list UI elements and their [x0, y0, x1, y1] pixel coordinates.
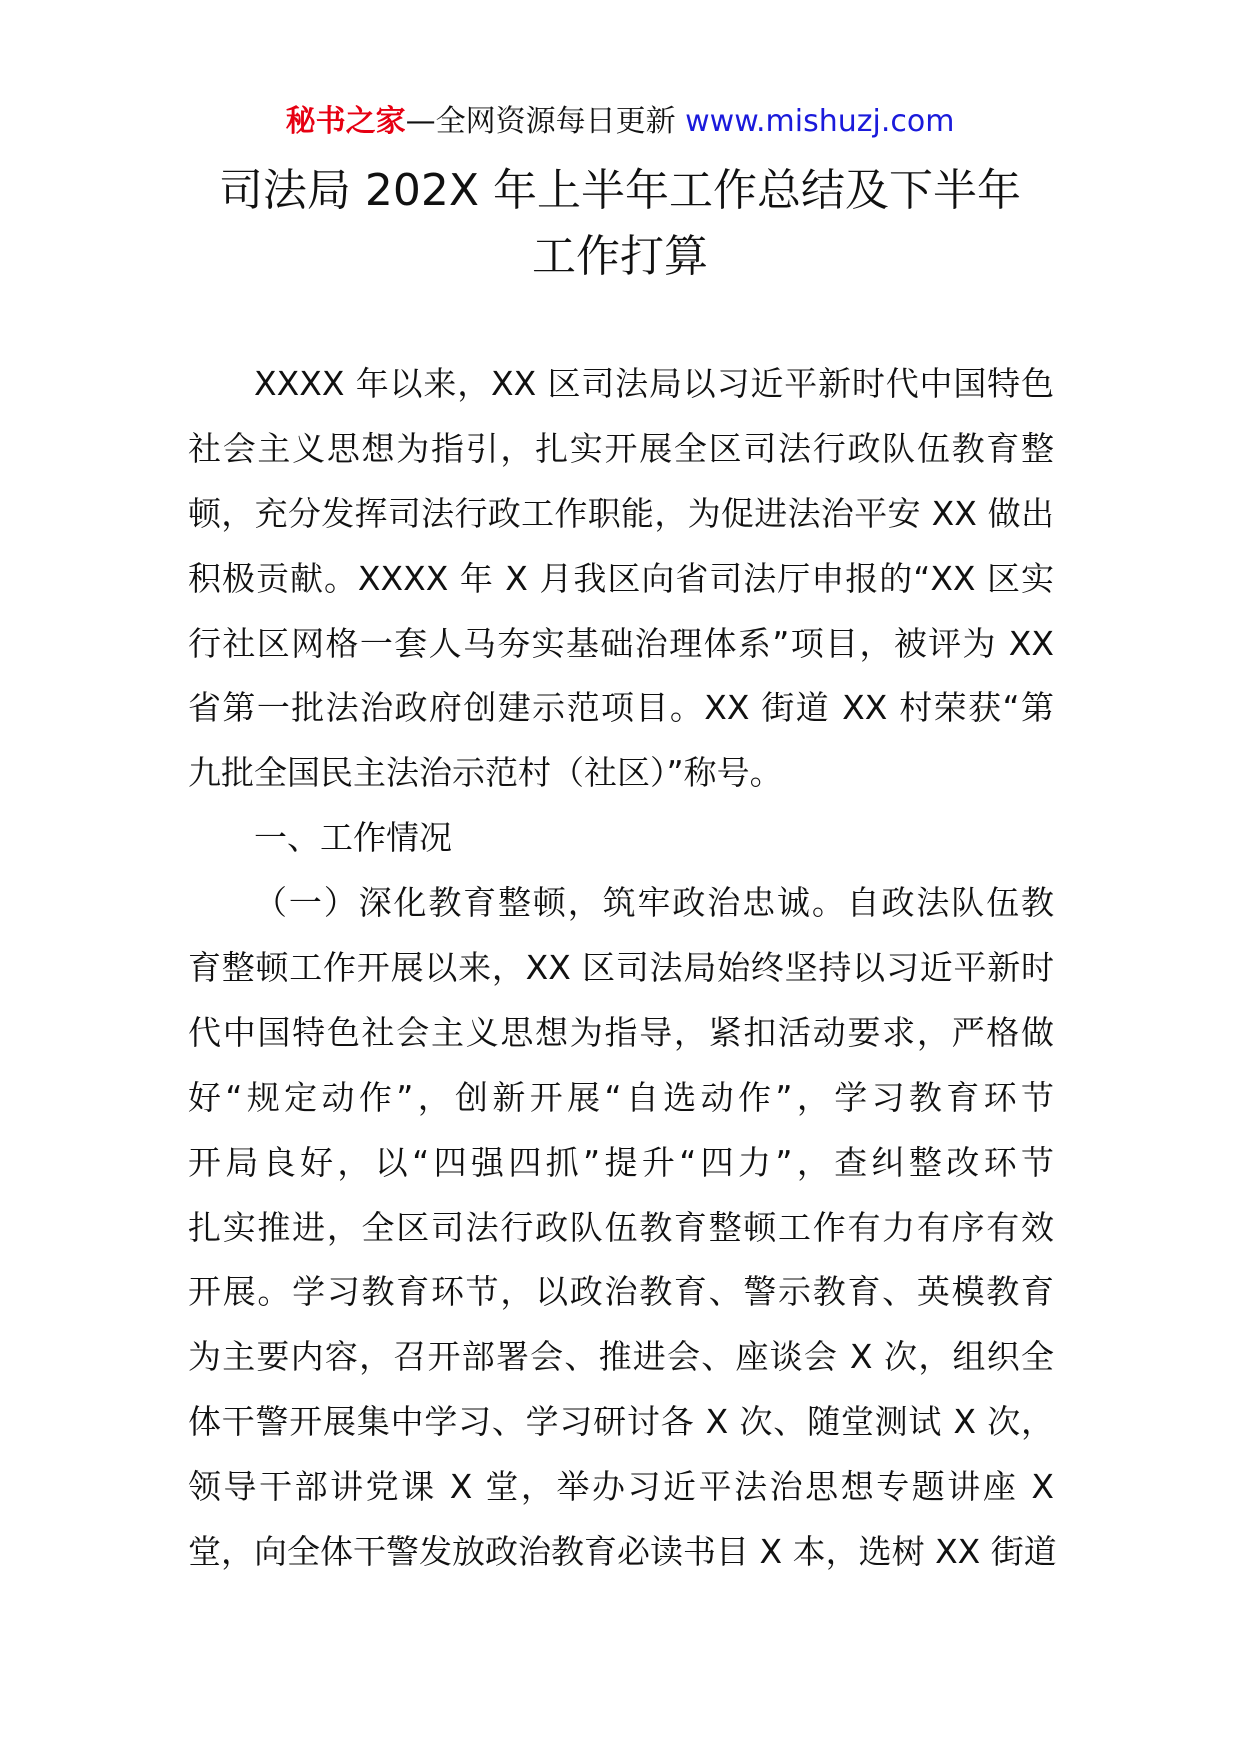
- title-line-1: 司法局 202X 年上半年工作总结及下半年: [218, 165, 1022, 216]
- paragraph-line: 行社区网格一套人马夯实基础治理体系”项目，被评为 XX: [188, 623, 1054, 663]
- document-title: [140, 158, 1100, 290]
- paragraph-line: 扎实推进，全区司法行政队伍教育整顿工作有力有序有效: [188, 1207, 1054, 1247]
- paragraph-line: 顿，充分发挥司法行政工作职能，为促进法治平安 XX 做出: [188, 493, 1054, 533]
- paragraph-line: 开局良好，以“四强四抓”提升“四力”，查纠整改环节: [188, 1142, 1054, 1182]
- site-header: [0, 100, 1240, 144]
- paragraph-line: 代中国特色社会主义思想为指导，紧扣活动要求，严格做: [188, 1012, 1054, 1052]
- paragraph-line: XXXX 年以来，XX 区司法局以习近平新时代中国特色: [254, 364, 1054, 403]
- section-heading: 一、工作情况: [254, 818, 452, 858]
- paragraph-line: （一）深化教育整顿，筑牢政治忠诚。自政法队伍教: [254, 883, 1054, 923]
- paragraph-line: 堂，向全体干警发放政治教育必读书目 X 本，选树 XX 街道: [188, 1532, 1057, 1572]
- paragraph-line: 省第一批法治政府创建示范项目。XX 街道 XX 村荣获“第: [188, 688, 1054, 728]
- paragraph-line: 领导干部讲党课 X 堂，举办习近平法治思想专题讲座 X: [188, 1467, 1054, 1507]
- paragraph-line: 体干警开展集中学习、学习研讨各 X 次、随堂测试 X 次，: [188, 1402, 1054, 1442]
- paragraph-line: 为主要内容，召开部署会、推进会、座谈会 X 次，组织全: [188, 1337, 1054, 1377]
- header-url: www.mishuzj.com: [685, 104, 955, 139]
- paragraph-line: 开展。学习教育环节，以政治教育、警示教育、英模教育: [188, 1272, 1054, 1312]
- brand-name: 秘书之家: [285, 104, 406, 139]
- paragraph-line: 好“规定动作”，创新开展“自选动作”，学习教育环节: [188, 1077, 1054, 1117]
- paragraph-line: 社会主义思想为指引，扎实开展全区司法行政队伍教育整: [188, 428, 1054, 468]
- document-body: [188, 352, 1057, 1585]
- header-slogan: —全网资源每日更新: [405, 104, 686, 139]
- paragraph-line: 育整顿工作开展以来，XX 区司法局始终坚持以习近平新时: [188, 948, 1054, 988]
- paragraph-line: 积极贡献。XXXX 年 X 月我区向省司法厅申报的“XX 区实: [188, 558, 1054, 598]
- title-line-2: 工作打算: [532, 231, 708, 282]
- paragraph-line: 九批全国民主法治示范村（社区）”称号。: [188, 753, 783, 793]
